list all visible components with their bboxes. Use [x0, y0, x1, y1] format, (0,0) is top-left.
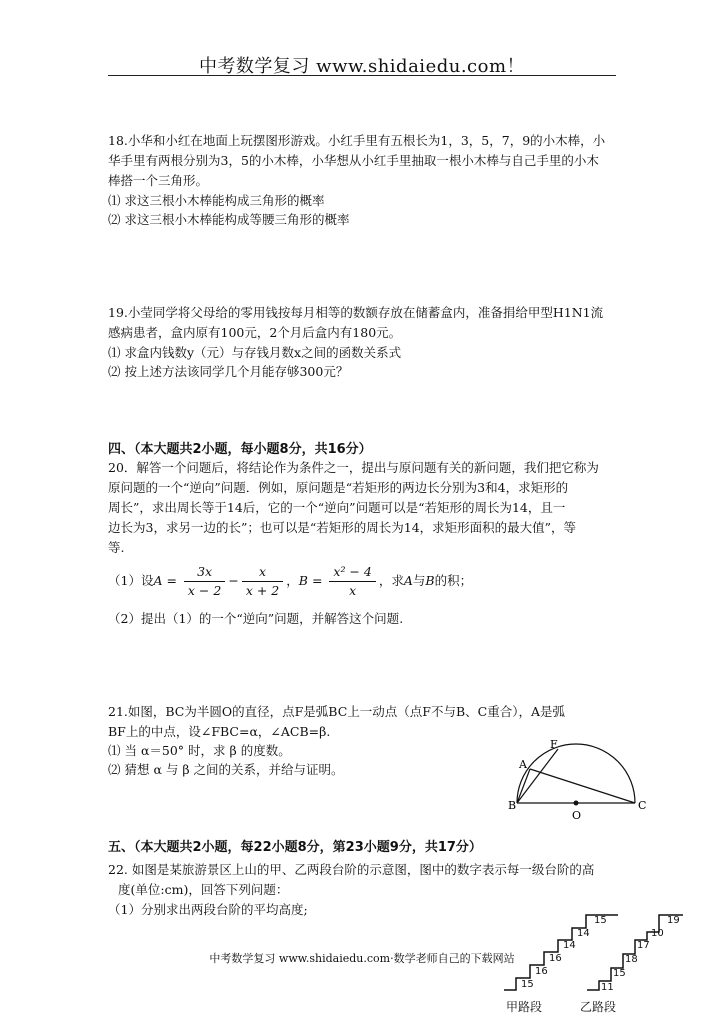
frac3-numerator: x² − 4: [329, 563, 375, 582]
comma: ，: [286, 573, 299, 588]
jia-step-4: 14: [563, 940, 576, 951]
q20-part1-prefix: （1）设: [108, 573, 154, 588]
yi-step-2: 15: [613, 968, 626, 979]
label-c: C: [638, 799, 647, 812]
fraction-x-over-x-plus-2: [242, 563, 283, 600]
q18-line-2: 华手里有两根分别为3，5的小木棒，小华想从小红手里抽取一根小木棒与自己手里的小木: [108, 153, 599, 168]
yi-step-3: 18: [625, 954, 638, 965]
section-5-title: 五、（本大题共2小题，每22小题8分，第23小题9分，共17分）: [108, 840, 482, 855]
q21-line-1: 21.如图，BC为半圆O的直径，点F是弧BC上一动点（点F不与B、C重合），A是弧: [108, 704, 565, 719]
q21-sub-1: ⑴ 当 α＝50° 时，求 β 的度数。: [108, 743, 291, 758]
q22-line-2: 度(单位:cm)，回答下列问题：: [118, 882, 289, 897]
q20-line-1: 20．解答一个问题后，将结论作为条件之一，提出与原问题有关的新问题，我们把它称为: [108, 460, 599, 475]
q18-sub-1: ⑴ 求这三根小木棒能构成三角形的概率: [108, 193, 325, 208]
header-divider: [108, 75, 616, 76]
page-footer: 中考数学复习 www.shidaiedu.com·数学老师自己的下载网站: [209, 952, 515, 965]
frac1-denominator: x − 2: [187, 583, 222, 598]
q21-sub-2: ⑵ 猜想 α 与 β 之间的关系，并给与证明。: [108, 762, 344, 777]
q20-line-4: 边长为3，求另一边的长”；也可以是“若矩形的周长为14，求矩形面积的最大值”，等: [108, 520, 577, 535]
frac2-numerator: x: [242, 563, 283, 582]
label-o: O: [572, 809, 582, 822]
q20-part1-and: 与: [412, 573, 426, 588]
q19-sub-1: ⑴ 求盒内钱数y（元）与存钱月数x之间的函数关系式: [108, 345, 402, 360]
q18-sub-2: ⑵ 求这三根小木棒能构成等腰三角形的概率: [108, 212, 350, 227]
page-header-title: 中考数学复习 www.shidaiedu.com！: [198, 56, 526, 77]
var-b: B: [298, 573, 308, 588]
var-a-2: A: [403, 573, 413, 588]
fraction-x2-minus-4-over-x: [329, 563, 375, 600]
q19-sub-2: ⑵ 按上述方法该同学几个月能存够300元？: [108, 364, 349, 379]
label-a: A: [519, 758, 527, 771]
jia-step-6: 15: [594, 915, 607, 926]
jia-step-1: 15: [521, 979, 534, 990]
frac2-denominator: x + 2: [245, 583, 280, 598]
var-b-2: B: [425, 573, 435, 588]
q20-part-2: （2）提出（1）的一个“逆向”问题，并解答这个问题.: [108, 611, 404, 626]
q20-line-5: 等.: [108, 540, 125, 555]
yi-step-1: 11: [601, 982, 614, 993]
fraction-3x-over-x-minus-2: [184, 563, 225, 600]
equals-sign-2: =: [307, 573, 327, 588]
q20-part1-suffix-b: 的积；: [434, 573, 473, 588]
semicircle-arc: [517, 744, 635, 803]
section-4-title: 四、（本大题共2小题，每小题8分，共16分）: [108, 442, 372, 457]
yi-step-5: 10: [651, 928, 664, 939]
jia-step-2: 16: [535, 966, 548, 977]
q20-part-1: [108, 563, 472, 600]
q18-line-3: 棒搭一个三角形。: [108, 173, 209, 188]
center-point-o: [574, 801, 579, 806]
equals-sign: =: [162, 573, 181, 588]
chord-ac: [530, 769, 635, 803]
minus-sign: −: [228, 573, 239, 588]
q19-line-1: 19.小莹同学将父母给的零用钱按每月相等的数额存放在储蓄盒内，准备捐给甲型H1N1流: [108, 305, 604, 320]
q22-sub-1: （1）分别求出两段台阶的平均高度;: [108, 902, 308, 917]
frac1-numerator: 3x: [184, 563, 225, 582]
jia-step-3: 16: [549, 953, 562, 964]
yi-step-4: 17: [637, 940, 650, 951]
q20-part1-suffix-a: ，求: [378, 573, 404, 588]
jia-step-5: 14: [577, 928, 590, 939]
stairs-yi-label: 乙路段: [580, 1000, 617, 1014]
q21-line-2: BF上的中点，设∠FBC=α，∠ACB=β.: [108, 724, 331, 739]
q20-line-2: 原问题的一个“逆向”问题．例如，原问题是“若矩形的两边长分别为3和4，求矩形的: [108, 480, 569, 495]
frac3-denominator: x: [349, 583, 357, 598]
label-f: F: [550, 738, 558, 751]
label-b: B: [508, 799, 517, 812]
var-a: A: [153, 573, 163, 588]
semicircle-diagram: [500, 735, 650, 825]
q22-line-1: 22. 如图是某旅游景区上山的甲、乙两段台阶的示意图，图中的数字表示每一级台阶的高: [108, 862, 595, 877]
yi-step-6: 19: [667, 915, 680, 926]
q18-line-1: 18.小华和小红在地面上玩摆图形游戏。小红手里有五根长为1，3，5，7，9的小木棒，小: [108, 133, 606, 148]
stairs-jia-label: 甲路段: [506, 1000, 543, 1014]
q20-line-3: 周长”，求出周长等于14后，它的一个“逆向”问题可以是“若矩形的周长为14，且一: [108, 500, 566, 515]
q19-line-2: 感病患者，盒内原有100元，2个月后盒内有180元。: [108, 325, 402, 340]
